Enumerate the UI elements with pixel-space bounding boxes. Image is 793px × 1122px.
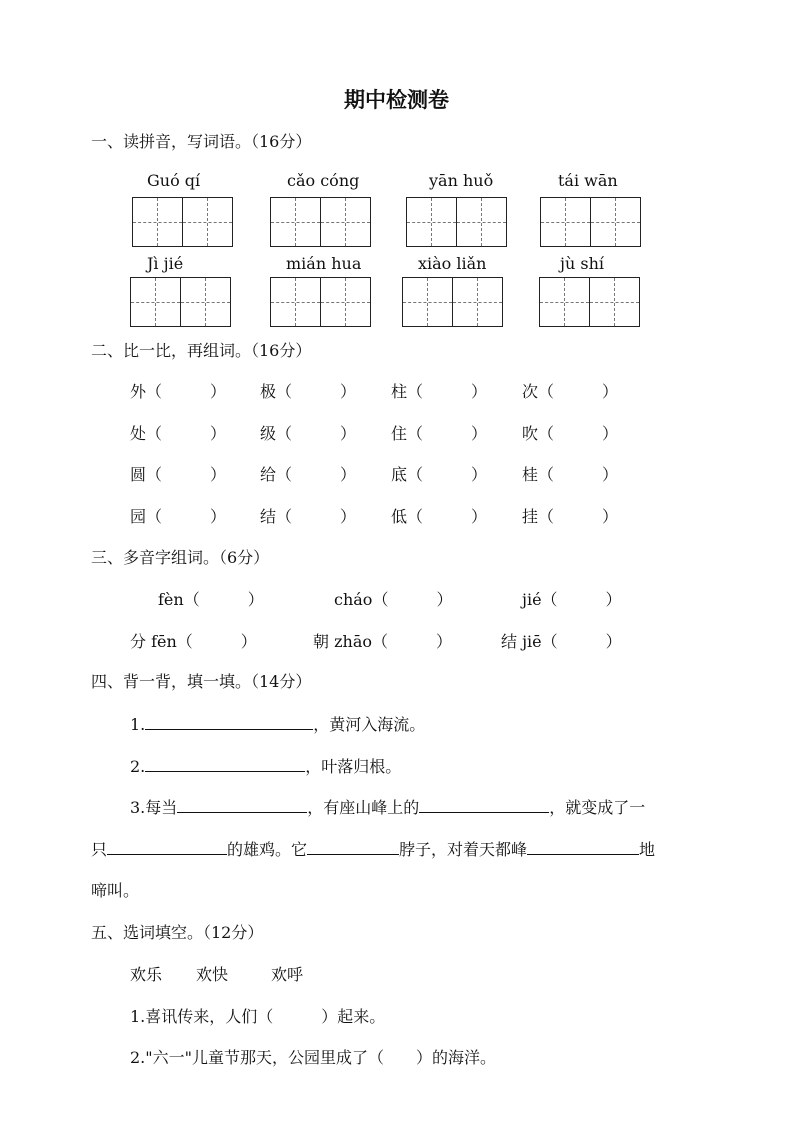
polyphone-item: 结 jiē（ ） (501, 632, 622, 651)
char-compare-item: 吹（ ） (522, 424, 619, 443)
writing-grid[interactable] (402, 277, 503, 327)
pinyin-label: Guó qí (147, 171, 201, 190)
writing-grid[interactable] (132, 197, 233, 247)
question-text: ，就变成了一 (549, 798, 646, 817)
writing-grid[interactable] (270, 277, 371, 327)
question-text: 只 (91, 840, 108, 859)
section-5-heading: 五、选词填空。（12分） (91, 923, 264, 942)
writing-grid[interactable] (130, 277, 231, 327)
recite-question-2 (130, 754, 401, 777)
char-compare-item: 次（ ） (522, 382, 619, 401)
char-compare-item: 处（ ） (130, 424, 227, 443)
question-number: 1. (130, 715, 146, 734)
question-text: ，黄河入海流。 (313, 715, 426, 734)
answer-blank[interactable] (145, 757, 305, 772)
pinyin-label: mián hua (286, 254, 362, 273)
char-compare-item: 外（ ） (130, 382, 227, 401)
polyphone-item: fèn（ ） (158, 590, 264, 609)
char-compare-item: 结（ ） (260, 507, 357, 526)
polyphone-item: 分 fēn（ ） (130, 632, 257, 651)
answer-blank[interactable] (107, 840, 227, 855)
section-3-heading: 三、多音字组词。（6分） (91, 548, 270, 567)
writing-grid[interactable] (539, 277, 640, 327)
recite-question-3-line3: 啼叫。 (91, 881, 140, 900)
char-compare-item: 圆（ ） (130, 465, 227, 484)
section-2-heading: 二、比一比，再组词。（16分） (91, 341, 312, 360)
char-compare-item: 挂（ ） (522, 507, 619, 526)
answer-blank[interactable] (527, 840, 639, 855)
answer-blank[interactable] (307, 840, 399, 855)
writing-grid[interactable] (406, 197, 507, 247)
pinyin-label: cǎo cóng (287, 171, 360, 190)
char-compare-item: 园（ ） (130, 507, 227, 526)
question-text: 的雄鸡。它 (227, 840, 308, 859)
question-text: 地 (639, 840, 656, 859)
writing-grid[interactable] (540, 197, 641, 247)
section-1-heading: 一、读拼音，写词语。（16分） (91, 132, 312, 151)
answer-blank[interactable] (177, 798, 307, 813)
section-4-heading: 四、背一背，填一填。（14分） (91, 672, 312, 691)
pinyin-label: yān huǒ (429, 171, 494, 190)
question-number: 2. (130, 757, 146, 776)
question-text: 3.每当 (130, 798, 178, 817)
question-text: ，有座山峰上的 (307, 798, 420, 817)
char-compare-item: 低（ ） (391, 507, 488, 526)
recite-question-1 (130, 712, 425, 735)
char-compare-item: 极（ ） (260, 382, 357, 401)
char-compare-item: 给（ ） (260, 465, 357, 484)
pinyin-label: jù shí (560, 254, 604, 273)
char-compare-item: 桂（ ） (522, 465, 619, 484)
word-choice: 欢快 (196, 965, 229, 984)
page-title: 期中检测卷 (344, 88, 449, 112)
pinyin-label: tái wān (558, 171, 618, 190)
pinyin-label: xiào liǎn (418, 254, 487, 273)
char-compare-item: 柱（ ） (391, 382, 488, 401)
char-compare-item: 底（ ） (391, 465, 488, 484)
recite-question-3-line2 (91, 837, 655, 860)
question-text: 脖子，对着天都峰 (399, 840, 528, 859)
question-text: ，叶落归根。 (305, 757, 402, 776)
word-choice: 欢呼 (271, 965, 304, 984)
pinyin-label: Jì jié (147, 254, 184, 273)
fill-question-1: 1.喜讯传来，人们（ ）起来。 (130, 1007, 386, 1026)
char-compare-item: 级（ ） (260, 424, 357, 443)
answer-blank[interactable] (145, 715, 313, 730)
answer-blank[interactable] (419, 798, 549, 813)
polyphone-item: cháo（ ） (334, 590, 453, 609)
polyphone-item: jié（ ） (522, 590, 622, 609)
writing-grid[interactable] (270, 197, 371, 247)
fill-question-2: 2."六一"儿童节那天，公园里成了（ ）的海洋。 (130, 1048, 496, 1067)
word-choice: 欢乐 (130, 965, 163, 984)
char-compare-item: 住（ ） (391, 424, 488, 443)
recite-question-3-line1 (130, 795, 645, 818)
polyphone-item: 朝 zhāo（ ） (313, 632, 452, 651)
